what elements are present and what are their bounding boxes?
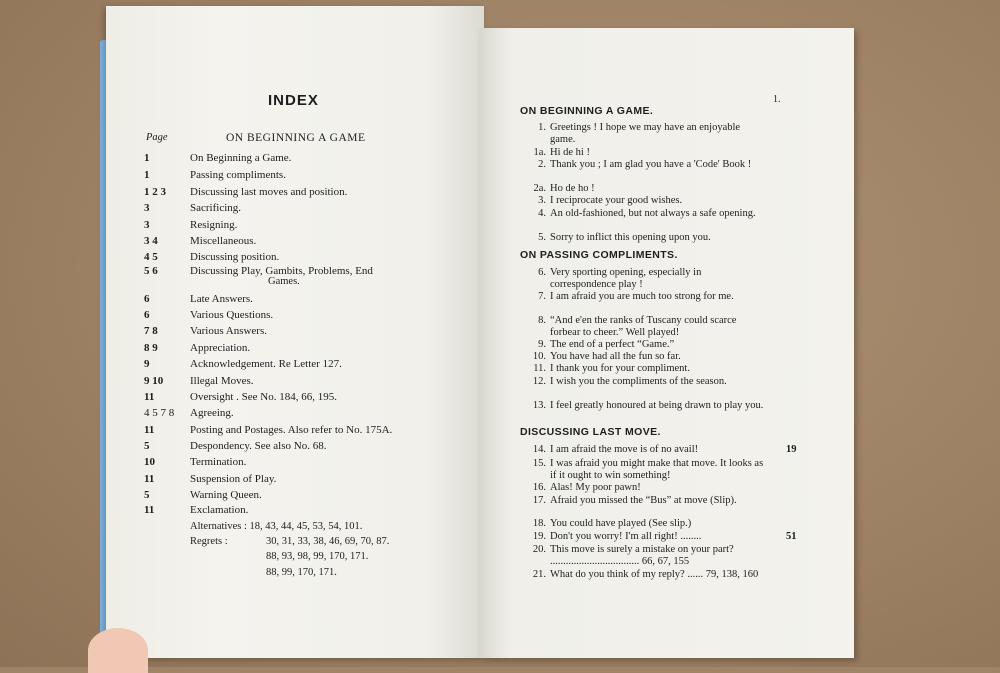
- phrase-number: 3.: [538, 195, 546, 206]
- index-entry-page: 11: [144, 473, 155, 485]
- phrase-number: 18.: [532, 518, 546, 529]
- phrase-number: 12.: [532, 376, 546, 387]
- phrase-text: I was afraid you might make that move. It looks as if it ought to win something!: [550, 458, 764, 481]
- regrets-label: Regrets :: [190, 536, 228, 547]
- phrase-number: 8.: [538, 315, 546, 326]
- phrase-text: I thank you for your compliment.: [550, 363, 690, 374]
- index-entry-text: Agreeing.: [190, 407, 234, 419]
- phrase-text: I am afraid you are much too strong for me.: [550, 291, 734, 302]
- index-entry-text: Acknowledgement. Re Letter 127.: [190, 358, 342, 370]
- phrase-number: 19.: [532, 531, 546, 542]
- index-entry-page: 11: [144, 504, 155, 516]
- phrase-text: Alas! My poor pawn!: [550, 482, 641, 493]
- section-heading: ON BEGINNING A GAME.: [520, 105, 654, 117]
- index-entry-page: 9 10: [144, 375, 164, 387]
- index-entry-page: 5: [144, 440, 150, 452]
- phrase-text: Hi de hi !: [550, 147, 590, 158]
- phrase-text: I reciprocate your good wishes.: [550, 195, 683, 206]
- index-entry-page: 5: [144, 489, 150, 501]
- phrase-number: 7.: [538, 291, 546, 302]
- index-entry-page: 6: [144, 309, 150, 321]
- index-entry-page: 6: [144, 293, 150, 305]
- index-entry-text: Resigning.: [190, 219, 238, 231]
- phrase-number: 4.: [538, 208, 546, 219]
- phrase-number: 1a.: [533, 147, 546, 158]
- index-entry-text: Passing compliments.: [190, 169, 286, 181]
- phrase-number: 15.: [532, 458, 546, 469]
- index-entry-page: 9: [144, 358, 150, 370]
- phrase-number: 10.: [532, 351, 546, 362]
- regrets-line: 30, 31, 33, 38, 46, 69, 70, 87.: [266, 536, 390, 547]
- phrase-number: 21.: [532, 569, 546, 580]
- phrase-text: What do you think of my reply? ...... 79, 138, 160: [550, 569, 759, 580]
- phrase-text: You have had all the fun so far.: [550, 351, 681, 362]
- index-entry-page: 3 4: [144, 235, 158, 247]
- phrase-number: 5.: [538, 232, 546, 243]
- index-entry-page: 4 5: [144, 251, 158, 263]
- phrase-text: Thank you ; I am glad you have a 'Code' Book !: [550, 159, 752, 170]
- phrase-text: Afraid you missed the “Bus” at move (Slip).: [550, 495, 737, 506]
- index-entry-page: 11: [144, 391, 155, 403]
- page-number: 1.: [773, 94, 781, 105]
- index-entry-text: Appreciation.: [190, 342, 251, 354]
- phrase-text: An old-fashioned, but not always a safe opening.: [550, 208, 756, 219]
- index-entry-text: Various Answers.: [190, 325, 267, 337]
- phrase-text: Very sporting opening, especially in correspondence play !: [550, 267, 702, 290]
- index-entry-text: Discussing last moves and position.: [190, 186, 348, 198]
- phrase-text: I wish you the compliments of the season.: [550, 376, 727, 387]
- index-entry-page: 3: [144, 219, 150, 231]
- phrase-number: 17.: [532, 495, 546, 506]
- index-entry-page: 11: [144, 424, 155, 436]
- index-entry-text: Various Questions.: [190, 309, 274, 321]
- index-entry-page: 4 5 7 8: [144, 407, 175, 419]
- phrase-text: This move is surely a mistake on your part? .................................. 66, 67, 155: [550, 544, 734, 567]
- phrase-text: The end of a perfect “Game.”: [550, 339, 675, 350]
- left-page: [106, 6, 484, 658]
- index-entry-text: On Beginning a Game.: [190, 152, 292, 164]
- index-entry-text: Termination.: [190, 456, 247, 468]
- index-entry-page: 10: [144, 456, 155, 468]
- phrase-number: 13.: [532, 400, 546, 411]
- index-entry-text: Illegal Moves.: [190, 375, 254, 387]
- regrets-line: 88, 93, 98, 99, 170, 171.: [266, 551, 369, 562]
- index-entry-page: 5 6: [144, 265, 158, 277]
- phrase-number: 2a.: [533, 183, 546, 194]
- phrase-text: Greetings ! I hope we may have an enjoyable game.: [550, 122, 741, 145]
- section-heading: ON PASSING COMPLIMENTS.: [520, 249, 678, 261]
- index-entry-page: 8 9: [144, 342, 158, 354]
- index-title: INDEX: [268, 92, 319, 109]
- index-entry-text: Sacrificing.: [190, 202, 242, 214]
- page-column-label: Page: [146, 132, 168, 143]
- phrase-text: I feel greatly honoured at being drawn to play you.: [550, 400, 764, 411]
- index-entry-continuation: Games.: [268, 276, 300, 287]
- index-entry-text: Warning Queen.: [190, 489, 262, 501]
- index-entry-page: 1 2 3: [144, 186, 166, 198]
- index-section-heading: ON BEGINNING A GAME: [226, 132, 366, 144]
- section-heading: DISCUSSING LAST MOVE.: [520, 426, 661, 438]
- phrase-number: 14.: [532, 444, 546, 455]
- index-entry-page: 7 8: [144, 325, 158, 337]
- right-page: [480, 28, 854, 658]
- phrase-number: 20.: [532, 544, 546, 555]
- phrase-number: 1.: [538, 122, 546, 133]
- index-entry-page: 1: [144, 169, 150, 181]
- index-entry-text: Discussing Play, Gambits, Problems, End: [190, 265, 373, 277]
- phrase-text: Don't you worry! I'm all right! ........: [550, 531, 702, 542]
- phrase-number: 9.: [538, 339, 546, 350]
- cross-reference: 51: [786, 531, 797, 542]
- index-entry-text: Despondency. See also No. 68.: [190, 440, 327, 452]
- index-entry-text: Late Answers.: [190, 293, 253, 305]
- alternatives-line: Alternatives : 18, 43, 44, 45, 53, 54, 101.: [190, 521, 363, 532]
- thumb: [88, 628, 148, 673]
- index-entry-page: 1: [144, 152, 150, 164]
- phrase-text: You could have played (See slip.): [550, 518, 692, 529]
- index-entry-text: Posting and Postages. Also refer to No. 175A.: [190, 424, 393, 436]
- index-entry-text: Discussing position.: [190, 251, 280, 263]
- phrase-number: 11.: [533, 363, 546, 374]
- phrase-text: “And e'en the ranks of Tuscany could scarce forbear to cheer.” Well played!: [550, 315, 737, 338]
- phrase-number: 16.: [532, 482, 546, 493]
- index-entry-text: Oversight . See No. 184, 66, 195.: [190, 391, 337, 403]
- index-entry-text: Exclamation.: [190, 504, 249, 516]
- index-entry-text: Miscellaneous.: [190, 235, 257, 247]
- cross-reference: 19: [786, 444, 797, 455]
- phrase-number: 2.: [538, 159, 546, 170]
- index-entry-text: Suspension of Play.: [190, 473, 277, 485]
- phrase-number: 6.: [538, 267, 546, 278]
- phrase-text: I am afraid the move is of no avail!: [550, 444, 699, 455]
- phrase-text: Sorry to inflict this opening upon you.: [550, 232, 711, 243]
- regrets-line: 88, 99, 170, 171.: [266, 567, 337, 578]
- phrase-text: Ho de ho !: [550, 183, 595, 194]
- index-entry-page: 3: [144, 202, 150, 214]
